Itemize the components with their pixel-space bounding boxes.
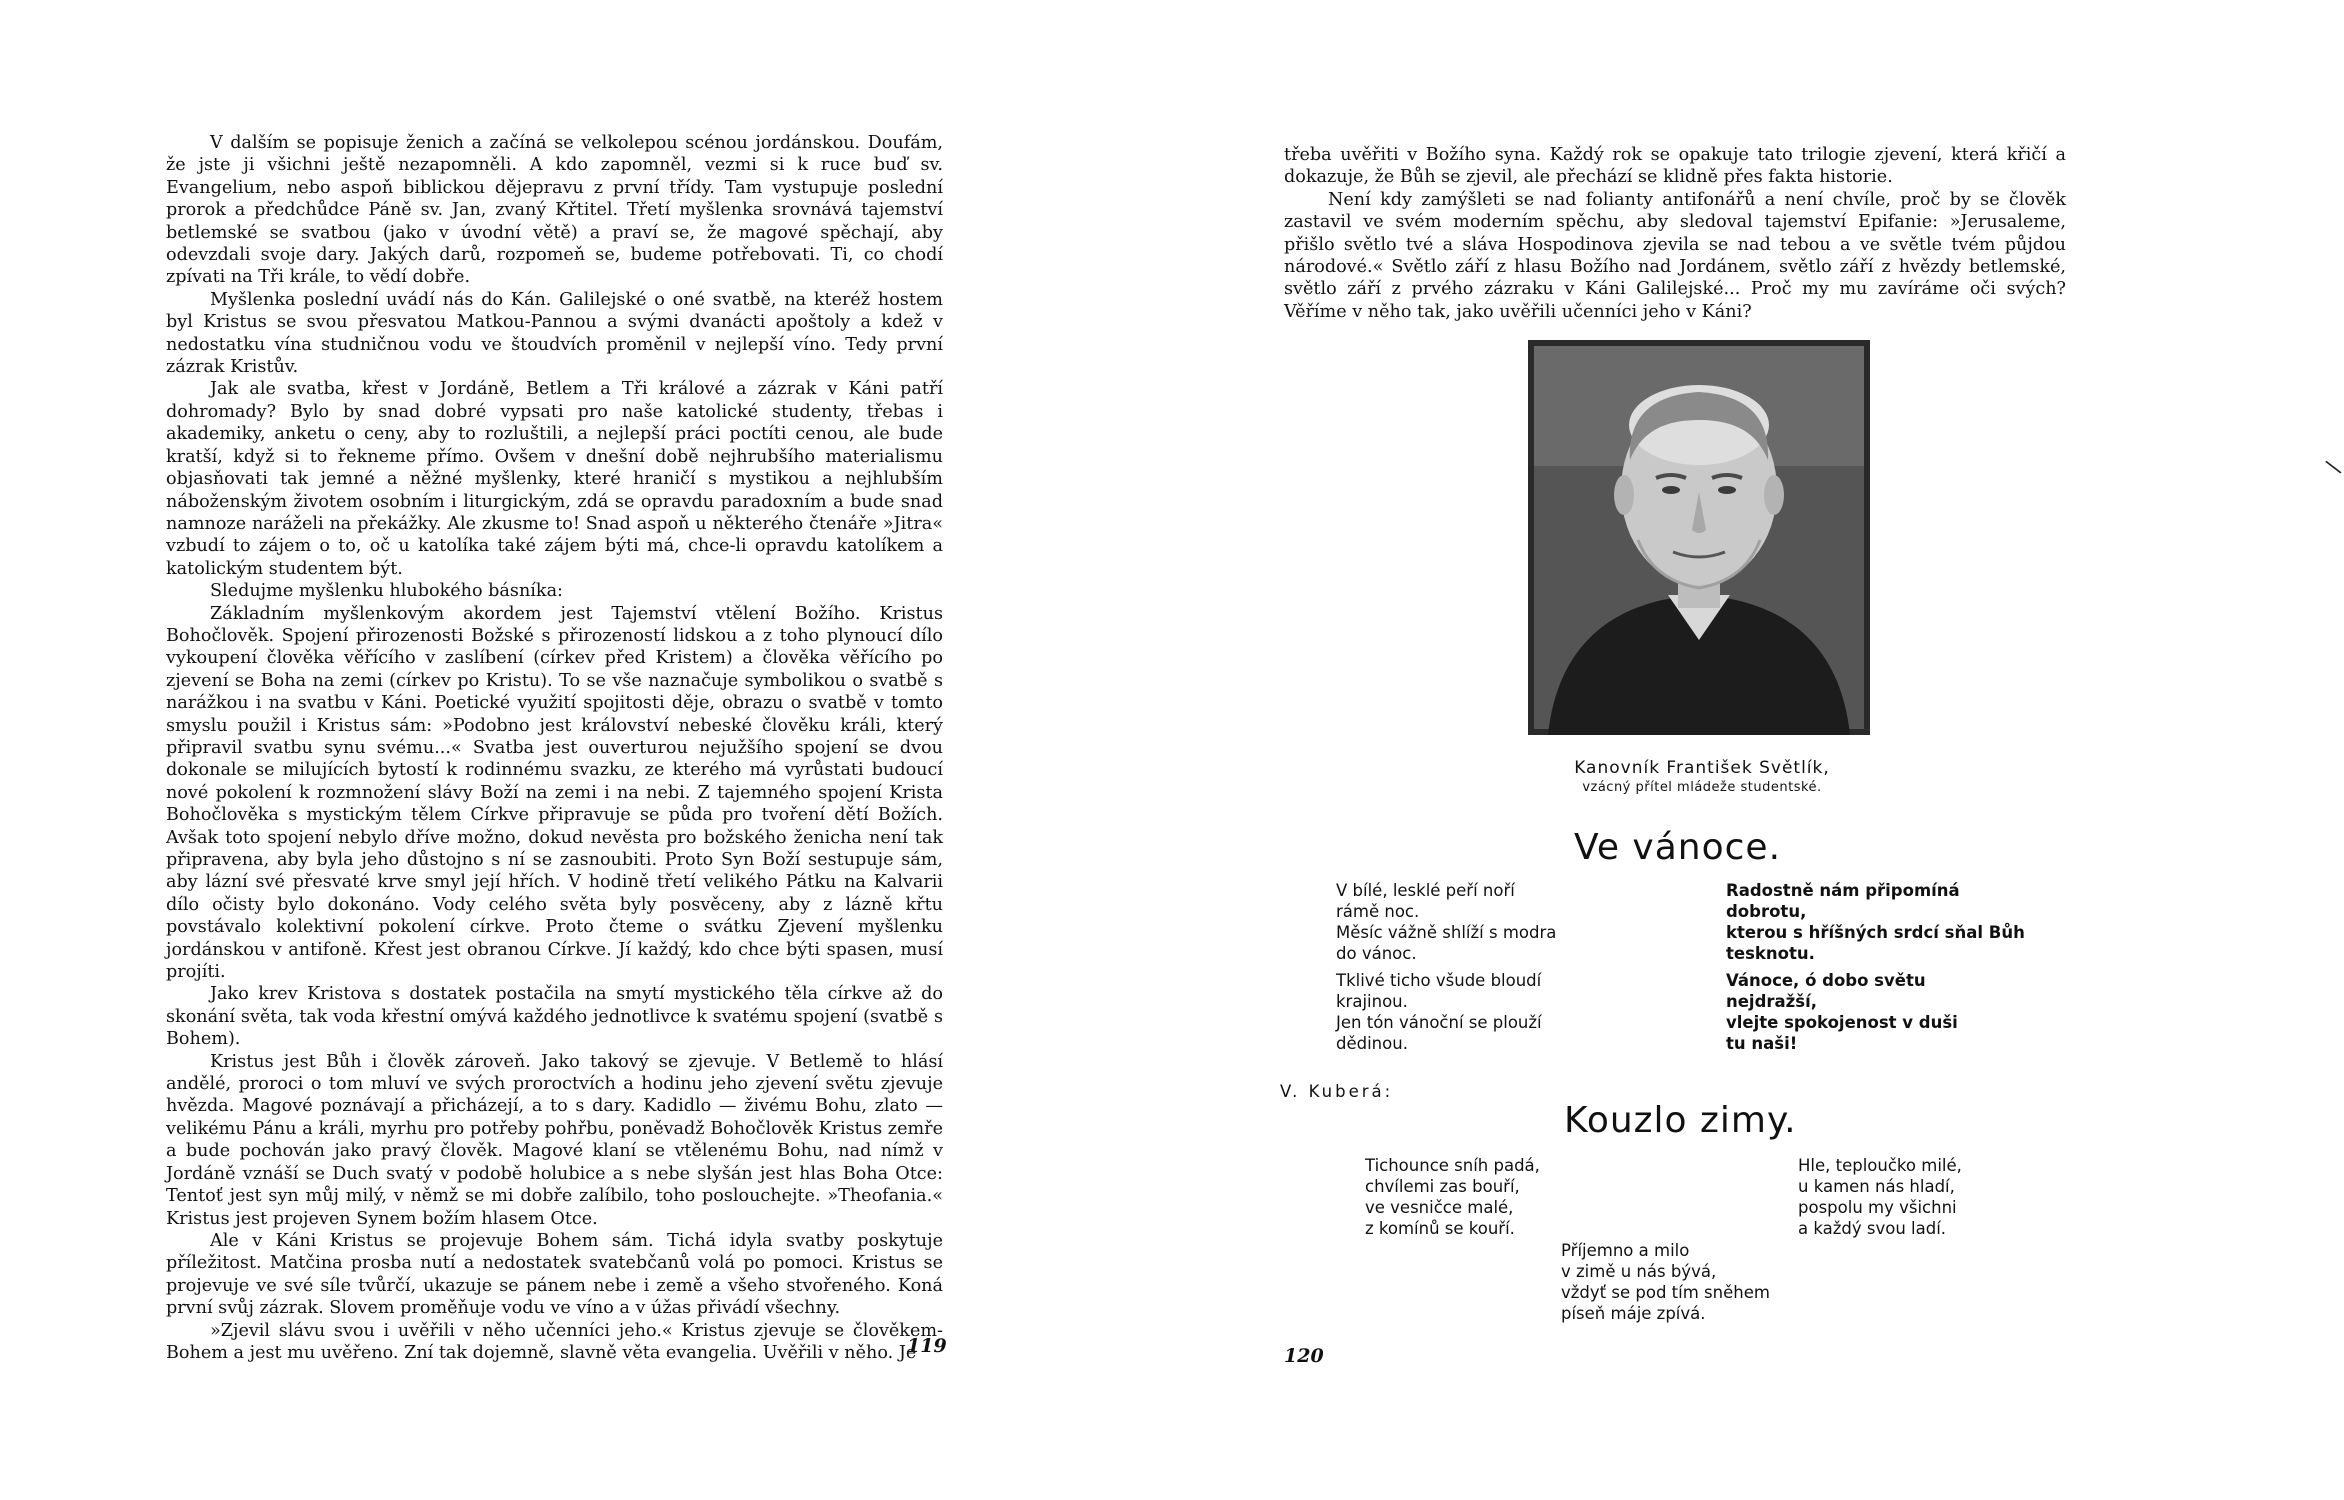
poem-line: Vánoce, ó dobo světu bbox=[1726, 971, 1926, 990]
poem-line: tu naši! bbox=[1726, 1034, 1798, 1053]
left-page bbox=[0, 0, 1085, 1500]
poem-title-ve-vanoce: Ve vánoce. bbox=[1574, 827, 1782, 868]
poem-line: rámě noc. bbox=[1336, 902, 1420, 921]
poem-line: Tichounce sníh padá, bbox=[1365, 1156, 1540, 1175]
stray-print-mark: \ bbox=[2323, 455, 2344, 480]
caption-name: Kanovník František Světlík, bbox=[1574, 758, 1830, 778]
poem-line: Příjemno a milo bbox=[1561, 1241, 1690, 1260]
poem-line: Hle, teploučko milé, bbox=[1798, 1156, 1962, 1175]
right-page-text bbox=[1284, 144, 2066, 323]
poem-line: chvílemi zas bouří, bbox=[1365, 1177, 1520, 1196]
paragraph: Myšlenka poslední uvádí nás do Kán. Galilejské o oné svatbě, na kteréž hostem byl Kristus se svou přesvatou Matkou-Pannou a svými dvanácti apoštoly a kdež v nedostatku vína studničnou vodu ve štoudvích proměnil v nejlepší víno. Tedy první zázrak Kristův. bbox=[166, 289, 943, 378]
poem-line: v zimě u nás bývá, bbox=[1561, 1262, 1717, 1281]
portrait-image bbox=[1528, 340, 1870, 735]
poem-line: Jen tón vánoční se plouží bbox=[1336, 1013, 1542, 1032]
poem-line: píseň máje zpívá. bbox=[1561, 1304, 1706, 1323]
paragraph: V dalším se popisuje ženich a začíná se velkolepou scénou jordánskou. Doufám, že jste ji všichni ještě nezapomněli. A kdo zapomněl, vezmi si k ruce buď sv. Evangelium, nebo aspoň biblickou dějepravu z první třídy. Tam vystupuje poslední prorok a předchůdce Páně sv. Jan, zvaný Křtitel. Třetí myšlenka srovnává tajemství betlemské se svatbou (jako v úvodní větě) a praví se, že magové spěchají, aby odevzdali svoje dary. Jakých darů, rozpomeň se, budeme potřebovati. Ti, co chodí zpívati na Tři krále, to vědí dobře. bbox=[166, 133, 943, 288]
paragraph: Ale v Káni Kristus se projevuje Bohem sám. Tichá idyla svatby poskytuje příležitost. Matčina prosba nutí a nedostatek svatebčanů volá po pomoci. Kristus se projevuje ve své síle tvůrčí, ukazuje se pánem nebe i země a všeho stvořeného. Koná první svůj zázrak. Slovem proměňuje vodu ve víno a v úžas přivádí všechny. bbox=[166, 1230, 943, 1319]
poem-line: vždyť se pod tím sněhem bbox=[1561, 1283, 1770, 1302]
page-number-right: 120 bbox=[1284, 1345, 1324, 1367]
paragraph: Není kdy zamýšleti se nad folianty antifonářů a není chvíle, proč by se člověk zastavil ve svém moderním spěchu, aby sledoval tajemství Epifanie: »Jerusaleme, přišlo světlo tvé a sláva Hospodinova zjevila se nad tebou a ve světle tvém půjdou národové.« Světlo září z hlasu Božího nad Jordánem, světlo září z hvězdy betlemské, světlo září z prvého zázraku v Káni Galilejské... Proč my mu zavíráme oči svých? Věříme v něho tak, jako uvěřili učenníci jeho v Káni? bbox=[1284, 189, 2066, 322]
poem-stanza bbox=[1726, 970, 1958, 1054]
poem-line: Radostně nám připomíná bbox=[1726, 881, 1960, 900]
poem-line: do vánoc. bbox=[1336, 944, 1417, 963]
poem-title-kouzlo-zimy: Kouzlo zimy. bbox=[1564, 1100, 1797, 1141]
right-page bbox=[1085, 0, 2344, 1500]
left-page-text bbox=[166, 132, 943, 1364]
poem-author: V. Kuberá: bbox=[1280, 1082, 1394, 1101]
poem-stanza bbox=[1336, 880, 1556, 964]
poem-stanza bbox=[1365, 1155, 1540, 1239]
poem-line: z komínů se kouří. bbox=[1365, 1219, 1515, 1238]
poem-line: Měsíc vážně shlíží s modra bbox=[1336, 923, 1557, 942]
poem-line: u kamen nás hladí, bbox=[1798, 1177, 1955, 1196]
page-number-left: 119 bbox=[907, 1335, 947, 1357]
poem-stanza bbox=[1561, 1240, 1770, 1324]
paragraph: Základním myšlenkovým akordem jest Tajemství vtělení Božího. Kristus Bohočlověk. Spojení přirozenosti Božské s přirozeností lidskou a z toho plynoucí dílo vykoupení člověka věřícího v zaslíbení (církev před Kristem) a člověka věřícího po zjevení se Boha na zemi (církev po Kristu). To se vše naznačuje symbolikou o svatbě s narážkou i na svatbu v Káni. Poetické využití spojitosti děje, obrazu o svatbě v tomto smyslu použil i Kristus sám: »Podobno jest království nebeské člověku králi, který připravil svatbu synu svému...« Svatba jest ouverturou nejužšího spojení se dvou dokonale se milujících bytostí k rodinnému svazku, ze kterého má vyrůstati budoucí nové pokolení k rozmnožení slávy Boží na zemi i na nebi. Z tajemného spojení Krista Bohočlověka s mystickým tělem Církve připravuje se půda pro tvoření dětí Božích. Avšak toto spojení nebylo dříve možno, dokud nevěsta pro božského ženicha není tak připravena, aby byla jeho důstojno s ní se zasnoubiti. Proto Syn Boží sestupuje sám, aby lázní své přesvaté krve smyl její hřích. V hodině třetí velikého Pátku na Kalvarii dílo očisty bylo dokonáno. Vody celého světa byly posvěceny, aby z lázně křtu povstávalo kolektivní pokolení církve. Proto čteme o svátku Zjevení myšlenku jordánskou v antifoně. Křest jest obranou Církve. Jí každý, kdo chce býti spasen, musí projíti. bbox=[166, 603, 943, 983]
poem-line: a každý svou ladí. bbox=[1798, 1219, 1947, 1238]
paragraph: Jak ale svatba, křest v Jordáně, Betlem a Tři králové a zázrak v Káni patří dohromady? Bylo by snad dobré vypsati pro naše katolické studenty, třebas i akademiky, anketu o ceny, aby to rozluštili, a nejlepší práci poctíti cenou, ale bude kratší, když si to řekneme přímo. Ovšem v dnešní době nejhrubšího materialismu objasňovati tak jemné a něžné myšlenky, které hraničí s mystikou a nejhlubším náboženským životem osobním i liturgickým, zdá se opravdu paradoxním a bude snad namnoze naráželi na překážky. Ale zkusme to! Snad aspoň u některého čtenáře »Jitra« vzbudí to zájem o to, oč u katolíka také zájem býti má, chce-li opravdu katolíkem a katolickým studentem být. bbox=[166, 379, 943, 579]
poem-line: pospolu my všichni bbox=[1798, 1198, 1957, 1217]
poem-line: kterou s hříšných srdcí sňal Bůh bbox=[1726, 923, 2025, 942]
poem-line: Tklivé ticho všude bloudí bbox=[1336, 971, 1542, 990]
caption-subtitle: vzácný přítel mládeže studentské. bbox=[1582, 780, 1822, 795]
poem-line: dědinou. bbox=[1336, 1034, 1408, 1053]
poem-stanza bbox=[1798, 1155, 1962, 1239]
poem-line: ve vesničce malé, bbox=[1365, 1198, 1514, 1217]
poem-stanza bbox=[1726, 880, 2025, 964]
poem-stanza bbox=[1336, 970, 1542, 1054]
poem-line: nejdražší, bbox=[1726, 992, 1818, 1011]
portrait-caption bbox=[1422, 758, 1982, 795]
poem-line: V bílé, lesklé peří noří bbox=[1336, 881, 1515, 900]
portrait-photo bbox=[1528, 340, 1870, 735]
poem-line: vlejte spokojenost v duši bbox=[1726, 1013, 1958, 1032]
poem-line: dobrotu, bbox=[1726, 902, 1807, 921]
paragraph: Jako krev Kristova s dostatek postačila na smytí mystického těla církve až do skonání světa, tak voda křestní omývá každého jednotlivce k svatému spojení (svatbě s Bohem). bbox=[166, 984, 943, 1050]
paragraph: Kristus jest Bůh i člověk zároveň. Jako takový se zjevuje. V Betlemě to hlásí andělé, proroci o tom mluví ve svých proroctvích a hodinu jeho zjevení světu zjevuje hvězda. Magové poznávají a přicházejí, a to s dary. Kadidlo — živému Bohu, zlato — velikému Pánu a králi, myrhu pro potřeby pohřbu, poněvadž Bohočlověk Kristus zemře a bude pochován jako pravý člověk. Magové klaní se vtělenému Bohu, nad nímž v Jordáně vznáší se Duch svatý v podobě holubice a s nebe slyšán jest hlas Boha Otce: Tentoť jest syn můj milý, v němž se mi dobře zalíbilo, toho poslouchejte. »Theofania.« Kristus jest projeven Synem božím hlasem Otce. bbox=[166, 1051, 943, 1229]
poem-line: krajinou. bbox=[1336, 992, 1408, 1011]
poem-line: tesknotu. bbox=[1726, 944, 1815, 963]
paragraph: »Zjevil slávu svou i uvěřili v něho učenníci jeho.« Kristus zjevuje se člověkem-Bohem a jest mu uvěřeno. Zní tak dojemně, slavně věta evangelia. Uvěřili v něho. Je bbox=[166, 1320, 943, 1363]
paragraph: Sledujme myšlenku hlubokého básníka: bbox=[210, 581, 563, 602]
paragraph: třeba uvěřiti v Božího syna. Každý rok se opakuje tato trilogie zjevení, která křičí a dokazuje, že Bůh se zjevil, ale přechází se klidně přes fakta historie. bbox=[1284, 145, 2066, 188]
